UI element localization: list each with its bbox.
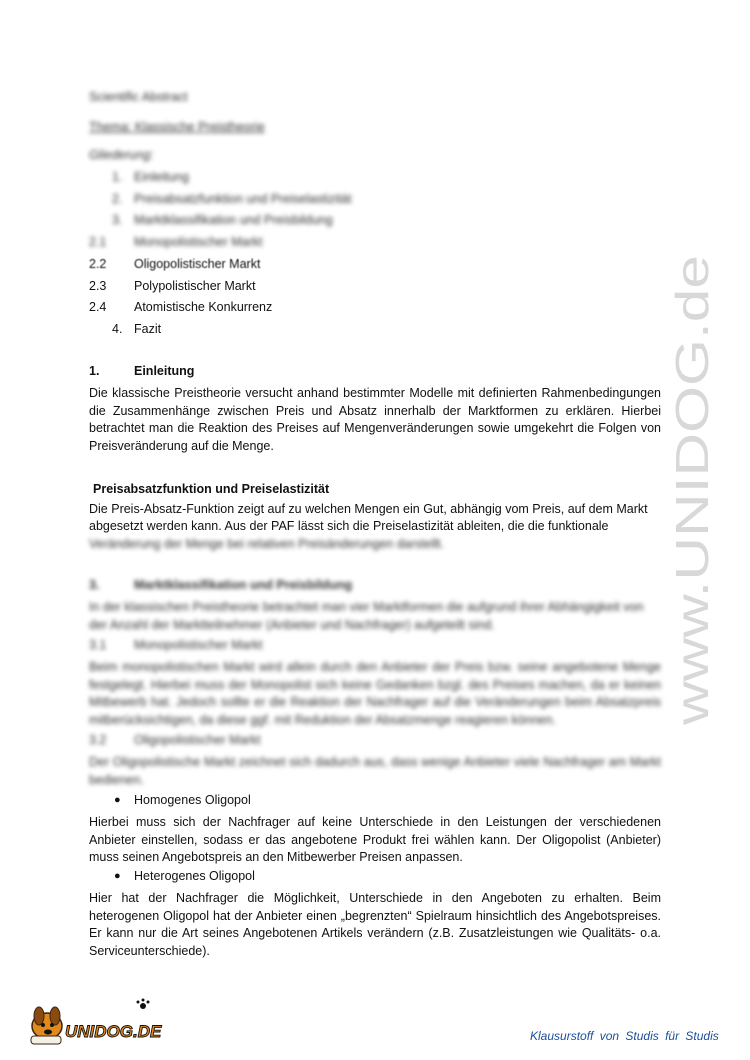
bullet-body: Hier hat der Nachfrager die Möglichkeit, Unterschiede in den Angeboten zu erhalten. Beim heterogenen Oligopol hat der Anbieter einen „begrenzten“ Spielraum hinsichtlich des Angebotspreises. Er kann nur die Art seines Angebotenen Artikels verändern (z.B. Zusatzleistungen wie Qualitäts- o.a. Serviceunterschiede).: [89, 891, 661, 958]
section-body-line: abgesetzt werden kann. Aus der PAF lässt sich die Preiselastizität ableiten, die die funktionale: [89, 519, 609, 533]
bullet-body: Hierbei muss sich der Nachfrager auf keine Unterschiede in den Leistungen der verschiedenen Anbieter einstellen, sodass er das angebotene Produkt frei wählen kann. Der Oligopolist (Anbieter) muss seinen Angebotspreis an den Mitbewerber Preisen anpassen.: [89, 815, 661, 864]
section-body-einleitung: Die klassische Preistheorie versucht anhand bestimmter Modelle mit definierten Rahmenbedingungen die Zusammenhänge zwischen Preis und Absatz innerhalb der Marktformen zu erklären. Hierbei betrachtet man die Reaktion des Preises auf Mengenveränderungen sowie umgekehrt die Folgen von Preisveränderung auf die Menge.: [89, 386, 661, 453]
doc-title: Scientific Abstract: [89, 90, 188, 104]
watermark-text: www.UNIDOG.de: [666, 367, 718, 725]
gliederung-label: Gliederung:: [89, 148, 154, 162]
unidog-logo: [25, 990, 165, 1050]
section-heading-paf: Preisabsatzfunktion und Preiselastizität: [93, 482, 330, 496]
subsection-body-monopol: Beim monopolistischen Markt wird allein durch den Anbieter der Preis bzw. seine angebotene Menge festgelegt. Hierbei muss der Monopolist sich keine Gedanken bzgl. des Preises machen, da er keinen Mitbewerb hat. Jedoch sollte er die Reaktion der Nachfrager auf die Veränderungen beim Absatzpreis mitberücksichtigen, da diese ggf. mit Reduktion der Absatzmenge reagieren können.: [89, 660, 661, 727]
unidog-watermark: [650, 250, 730, 730]
section-body-line: Die Preis-Absatz-Funktion zeigt auf zu welchen Mengen ein Gut, abhängig vom Preis, auf dem Markt: [89, 502, 648, 516]
dog-icon: [31, 1007, 62, 1044]
paw-icon: [137, 999, 150, 1010]
doc-thema: Thema: Klassische Preistheorie: [89, 120, 265, 134]
logo-text: UNIDOG.DE: [65, 1022, 162, 1041]
document-page: Scientific Abstract Thema: Klassische Preistheorie Gliederung: 1. Einleitung 2. Preisabsatzfunktion und Preiselastizität 3. Marktklassifikation und Preisbildung 2.1 Monopolistischer Markt 2.2 Oligopolistischer Markt 2.3 Polypolistischer Markt 2.4 Atomistische Konkurrenz 4. Fazit 1. Einleitung Die klassische Preistheorie versucht anhand bestimmter Modelle mit definierten Rahmenbedingungen die Zusammenhänge zwischen Preis und Absatz innerhalb der Marktformen zu erklären. Hierbei betrachtet man die Reaktion des Preises auf Mengenveränderungen sowie umgekehrt die Folgen von Preisveränderung auf die Menge. Preisabsatzfunktion und Preiselastizität Die Preis-Absatz-Funktion zeigt auf zu welchen Mengen ein Gut, abhängig vom Preis, auf dem Markt abgesetzt werden kann. Aus der PAF lässt sich die Preiselastizität ableiten, die die funktionale Veränderung der Menge bei relativen Preisänderungen darstellt. 3. Marktklassifikation und Preisbildung In der klassischen Preistheorie betrachtet man vier Marktformen die aufgrund ihrer Abhängigkeit von der Anzahl der Marktteilnehmer (Anbieter und Nachfrager) aufgeteilt sind. 3.1 Monopolistischer Markt Beim monopolistischen Markt wird allein durch den Anbieter der Preis bzw. seine angebotene Menge festgelegt. Hierbei muss der Monopolist sich keine Gedanken bzgl. des Preises machen, da er keinen Mitbewerb hat. Jedoch sollte er die Reaktion der Nachfrager auf die Veränderungen beim Absatzpreis mitberücksichtigen, da diese ggf. mit Reduktion der Absatzmenge reagieren können. 3.2 Oligopolistischer Markt Der Oligopolistische Markt zeichnet sich dadurch aus, dass wenige Anbieter viele Nachfrager am Markt bedienen. ● Homogenes Oligopol Hierbei muss sich der Nachfrager auf keine Unterschiede in den Leistungen der verschiedenen Anbieter einstellen, sodass er das angebotene Produkt frei wählen kann. Der Oligopolist (Anbieter) muss seinen Angebotspreis an den Mitbewerber Preisen anpassen. ● Heterogenes Oligopol Hier hat der Nachfrager die Möglichkeit, Unterschiede in den Angeboten zu erhalten. Beim heterogenen Oligopol hat der Anbieter einen „begrenzten“ Spielraum hinsichtlich des Angebotspreises. Er kann nur die Art seines Angebotenen Artikels verändern (z.B. Zusatzleistungen wie Qualitäts- o.a. Serviceunterschiede). www.UNIDOG.de UNIDOG.DE Klausurstoff von Studis für Studis: [0, 0, 750, 1060]
section-body-markt: In der klassischen Preistheorie betrachtet man vier Marktformen die aufgrund ihrer Abhängigkeit von der Anzahl der Marktteilnehmer (Anbieter und Nachfrager) aufgeteilt sind.: [89, 600, 644, 632]
subsection-body-oligopol: Der Oligopolistische Markt zeichnet sich dadurch aus, dass wenige Anbieter viele Nachfrager am Markt bedienen.: [89, 755, 661, 787]
footer-slogan: Klausurstoff von Studis für Studis: [530, 1029, 719, 1043]
section-body-line: Veränderung der Menge bei relativen Preisänderungen darstellt.: [89, 537, 445, 551]
